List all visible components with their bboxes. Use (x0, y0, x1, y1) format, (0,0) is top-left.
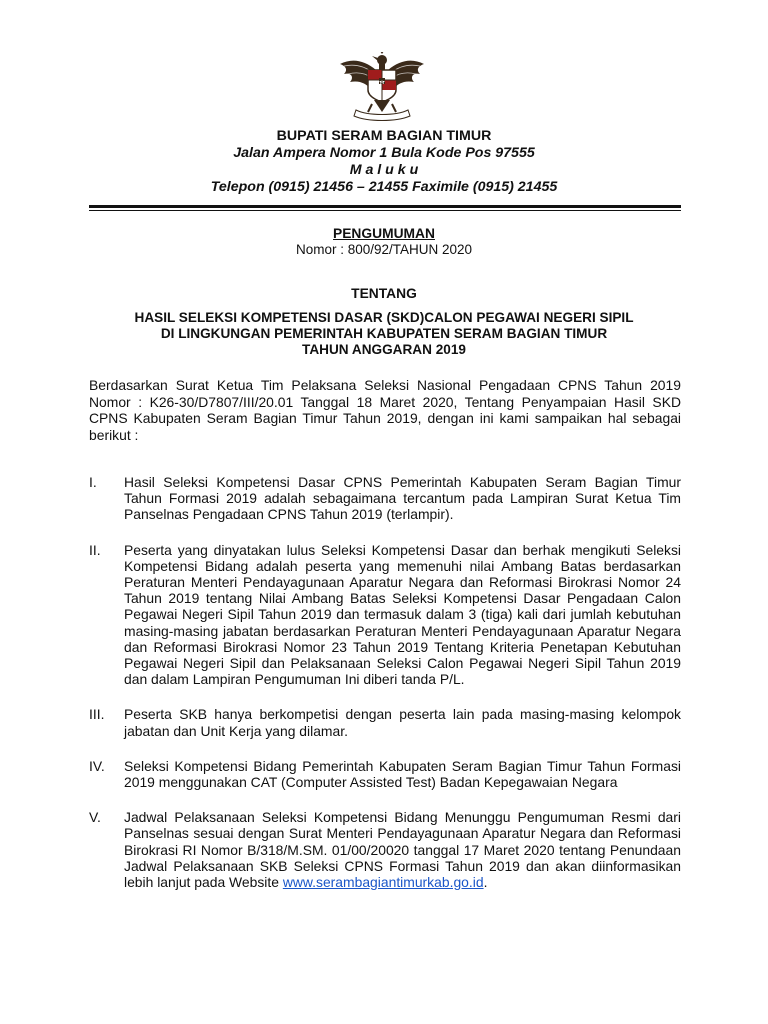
list-item-text-body: Jadwal Pelaksanaan Seleksi Kompetensi Bidang Menunggu Pengumuman Resmi dari Panselnas sesuai dengan Surat Menteri Pendayagunaan Aparatur Negara dan Reformasi Birokrasi RI Nomor B/318/M.SM. 01/00/20020 tanggal 17 Maret 2020 tentang Penundaan Jadwal Pelaksanaan SKB Seleksi CPNS Formasi Tahun 2019 dan akan diinformasikan lebih lanjut pada Website (124, 809, 681, 891)
announcement-items (89, 474, 681, 890)
list-item-number: V. (89, 809, 101, 826)
list-item-text: Seleksi Kompetensi Bidang Pemerintah Kabupaten Seram Bagian Timur Tahun Formasi 2019 menggunakan CAT (Computer Assisted Test) Badan Kepegawaian Negara (124, 757, 681, 791)
list-item (89, 758, 681, 790)
list-item-number: III. (89, 706, 105, 723)
subject-heading (0, 310, 768, 358)
announcement-title: PENGUMUMAN (333, 226, 435, 241)
subject-line-2: DI LINGKUNGAN PEMERINTAH KABUPATEN SERAM BAGIAN TIMUR (160, 326, 608, 341)
letterhead-office: BUPATI SERAM BAGIAN TIMUR (276, 128, 492, 144)
letterhead-province: M a l u k u (349, 162, 419, 178)
tentang-heading: TENTANG (351, 286, 417, 301)
letterhead-phone: Telepon (0915) 21456 – 21455 Faximile (0915) 21455 (210, 179, 558, 195)
list-item-text-end: . (483, 874, 488, 891)
list-item-text: Hasil Seleksi Kompetensi Dasar CPNS Pemerintah Kabupaten Seram Bagian Timur Tahun Formasi 2019 adalah sebagaimana tercantum pada Lampiran Surat Ketua Tim Panselnas Pengadaan CPNS Tahun 2019 (terlampir). (124, 474, 681, 523)
list-item (89, 474, 681, 523)
list-item (89, 706, 681, 738)
letterhead-divider-thin (89, 210, 681, 211)
list-item-number: I. (89, 474, 97, 490)
list-item-text: Peserta SKB hanya berkompetisi dengan peserta lain pada masing-masing kelompok jabatan dan Unit Kerja yang dilamar. (124, 706, 681, 739)
announcement-number: Nomor : 800/92/TAHUN 2020 (295, 242, 473, 257)
letterhead (0, 128, 768, 196)
letterhead-address: Jalan Ampera Nomor 1 Bula Kode Pos 97555 (233, 145, 535, 161)
list-item-number: II. (89, 541, 101, 558)
list-item-text: Peserta yang dinyatakan lulus Seleksi Kompetensi Dasar dan berhak mengikuti Seleksi Kompetensi Bidang adalah peserta yang memenuhi nilai Ambang Batas berdasarkan Peraturan Menteri Pendayagunaan Aparatur Negara dan Reformasi Birokrasi Nomor 24 Tahun 2019 tentang Nilai Ambang Batas Seleksi Kompetensi Dasar Pengadaan Calon Pegawai Negeri Sipil Tahun 2019 dan termasuk dalam 3 (tiga) kali dari jumlah kebutuhan masing-masing jabatan berdasarkan Peraturan Menteri Pendayagunaan Aparatur Negara dan Reformasi Birokrasi Nomor 23 Tahun 2019 Tentang Kriteria Penetapan Kebutuhan Pegawai Negeri Sipil dan Pelaksanaan Seleksi Calon Pegawai Negeri Sipil Tahun 2019 dan dalam Lampiran Pengumuman Ini diberi tanda P/L. (124, 541, 681, 688)
list-item (89, 542, 681, 688)
garuda-emblem-icon (334, 52, 430, 122)
list-item-text (124, 809, 681, 890)
website-link[interactable]: www.serambagiantimurkab.go.id (282, 874, 484, 891)
list-item-number: IV. (89, 757, 105, 774)
letterhead-divider-thick (89, 205, 681, 208)
subject-line-3: TAHUN ANGGARAN 2019 (302, 342, 466, 357)
intro-paragraph: Berdasarkan Surat Ketua Tim Pelaksana Seleksi Nasional Pengadaan CPNS Tahun 2019 Nomor : K26-30/D7807/III/20.01 Tanggal 18 Maret 2020, Tentang Penyampaian Hasil SKD CPNS Kabupaten Seram Bagian Timur Tahun 2019, dengan ini kami sampaikan hal sebagai berikut : (89, 377, 681, 443)
subject-line-1: HASIL SELEKSI KOMPETENSI DASAR (SKD)CALON PEGAWAI NEGERI SIPIL (134, 310, 634, 325)
list-item (89, 809, 681, 890)
